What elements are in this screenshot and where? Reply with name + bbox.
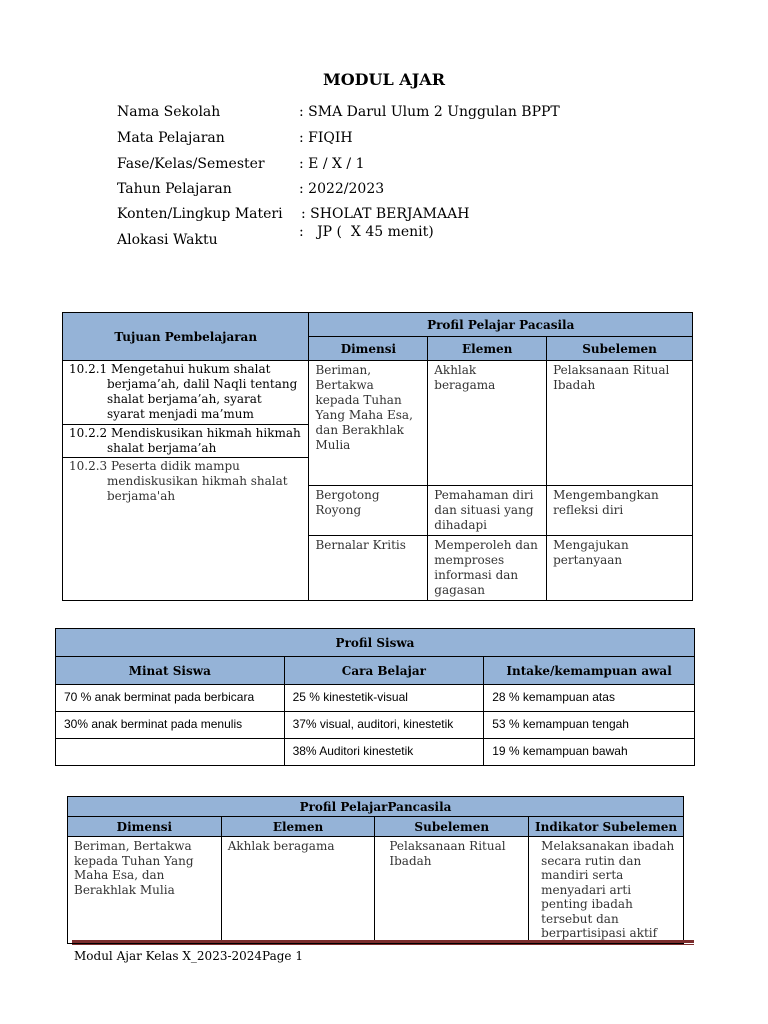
dimensi-cell: Beriman, Bertakwa kepada Tuhan Yang Maha Esa, dan Berakhlak Mulia — [68, 837, 222, 944]
header-elemen: Elemen — [221, 817, 375, 837]
page-footer: Modul Ajar Kelas X_2023-2024Page 1 — [74, 949, 303, 963]
info-value-fase: : E / X / 1 — [299, 156, 365, 172]
header-subelemen: Subelemen — [375, 817, 529, 837]
info-label-tahun: Tahun Pelajaran — [117, 181, 232, 197]
tujuan-item: 10.2.2 Mendiskusikan hikmah hikmah shalat berjama’ah — [63, 425, 308, 458]
info-value-nama-sekolah: : SMA Darul Ulum 2 Unggulan BPPT — [299, 104, 560, 120]
dimensi-cell: Bergotong Royong — [309, 486, 428, 536]
subelemen-cell: Mengajukan pertanyaan — [547, 536, 693, 601]
pancasila-profile-table — [67, 796, 684, 944]
elemen-cell: Memperoleh dan memproses informasi dan gagasan — [428, 536, 547, 601]
tujuan-cell — [63, 361, 309, 601]
elemen-cell: Akhlak beragama — [221, 837, 375, 944]
header-subelemen: Subelemen — [547, 337, 693, 361]
info-label-konten: Konten/Lingkup Materi — [117, 206, 283, 222]
tujuan-item: 10.2.1 Mengetahui hukum shalat berjama’ah, dalil Naqli tentang shalat berjama’ah, syarat syarat menjadi ma’mum — [63, 361, 308, 425]
table-cell: 70 % anak berminat pada berbicara — [56, 685, 285, 712]
info-value-konten: : SHOLAT BERJAMAAH — [301, 206, 470, 222]
profil-siswa-title: Profil Siswa — [56, 629, 695, 657]
header-tujuan: Tujuan Pembelajaran — [63, 313, 309, 361]
indikator-cell: Melaksanakan ibadah secara rutin dan mandiri serta menyadari arti penting ibadah tersebut dan berpartisipasi aktif — [529, 837, 684, 944]
elemen-cell: Akhlak beragama — [428, 361, 547, 486]
table-cell: 30% anak berminat pada menulis — [56, 712, 285, 739]
info-label-fase: Fase/Kelas/Semester — [117, 156, 265, 172]
header-profil-pelajar: Profil Pelajar Pacasila — [309, 313, 693, 337]
subelemen-cell: Pelaksanaan Ritual Ibadah — [375, 837, 529, 944]
dimensi-cell: Beriman, Bertakwa kepada Tuhan Yang Maha Esa, dan Berakhlak Mulia — [309, 361, 428, 486]
dimensi-cell: Bernalar Kritis — [309, 536, 428, 601]
table-cell — [56, 739, 285, 766]
table-cell: 25 % kinestetik-visual — [284, 685, 484, 712]
info-value-alokasi: : JP ( X 45 menit) — [299, 224, 434, 240]
info-value-mata-pelajaran: : FIQIH — [299, 130, 353, 146]
table-cell: 38% Auditori kinestetik — [284, 739, 484, 766]
table-cell: 53 % kemampuan tengah — [484, 712, 695, 739]
header-intake: Intake/kemampuan awal — [484, 657, 695, 685]
header-dimensi: Dimensi — [309, 337, 428, 361]
footer-rule — [72, 944, 694, 945]
table-cell: 19 % kemampuan bawah — [484, 739, 695, 766]
info-label-mata-pelajaran: Mata Pelajaran — [117, 130, 225, 146]
header-elemen: Elemen — [428, 337, 547, 361]
page-title: MODUL AJAR — [323, 70, 445, 89]
header-minat-siswa: Minat Siswa — [56, 657, 285, 685]
profil-pelajar-title: Profil PelajarPancasila — [68, 797, 684, 817]
learning-objectives-table — [62, 312, 693, 601]
elemen-cell: Pemahaman diri dan situasi yang dihadapi — [428, 486, 547, 536]
footer-rule — [72, 940, 694, 943]
header-cara-belajar: Cara Belajar — [284, 657, 484, 685]
table-cell: 28 % kemampuan atas — [484, 685, 695, 712]
info-label-nama-sekolah: Nama Sekolah — [117, 104, 221, 120]
table-cell: 37% visual, auditori, kinestetik — [284, 712, 484, 739]
tujuan-item: 10.2.3 Peserta didik mampu mendiskusikan hikmah shalat berjama'ah — [69, 459, 288, 503]
info-label-alokasi: Alokasi Waktu — [117, 232, 218, 248]
subelemen-cell: Mengembangkan refleksi diri — [547, 486, 693, 536]
info-value-tahun: : 2022/2023 — [299, 181, 385, 197]
subelemen-cell: Pelaksanaan Ritual Ibadah — [547, 361, 693, 486]
student-profile-table — [55, 628, 695, 766]
header-dimensi: Dimensi — [68, 817, 222, 837]
header-indikator: Indikator Subelemen — [529, 817, 684, 837]
